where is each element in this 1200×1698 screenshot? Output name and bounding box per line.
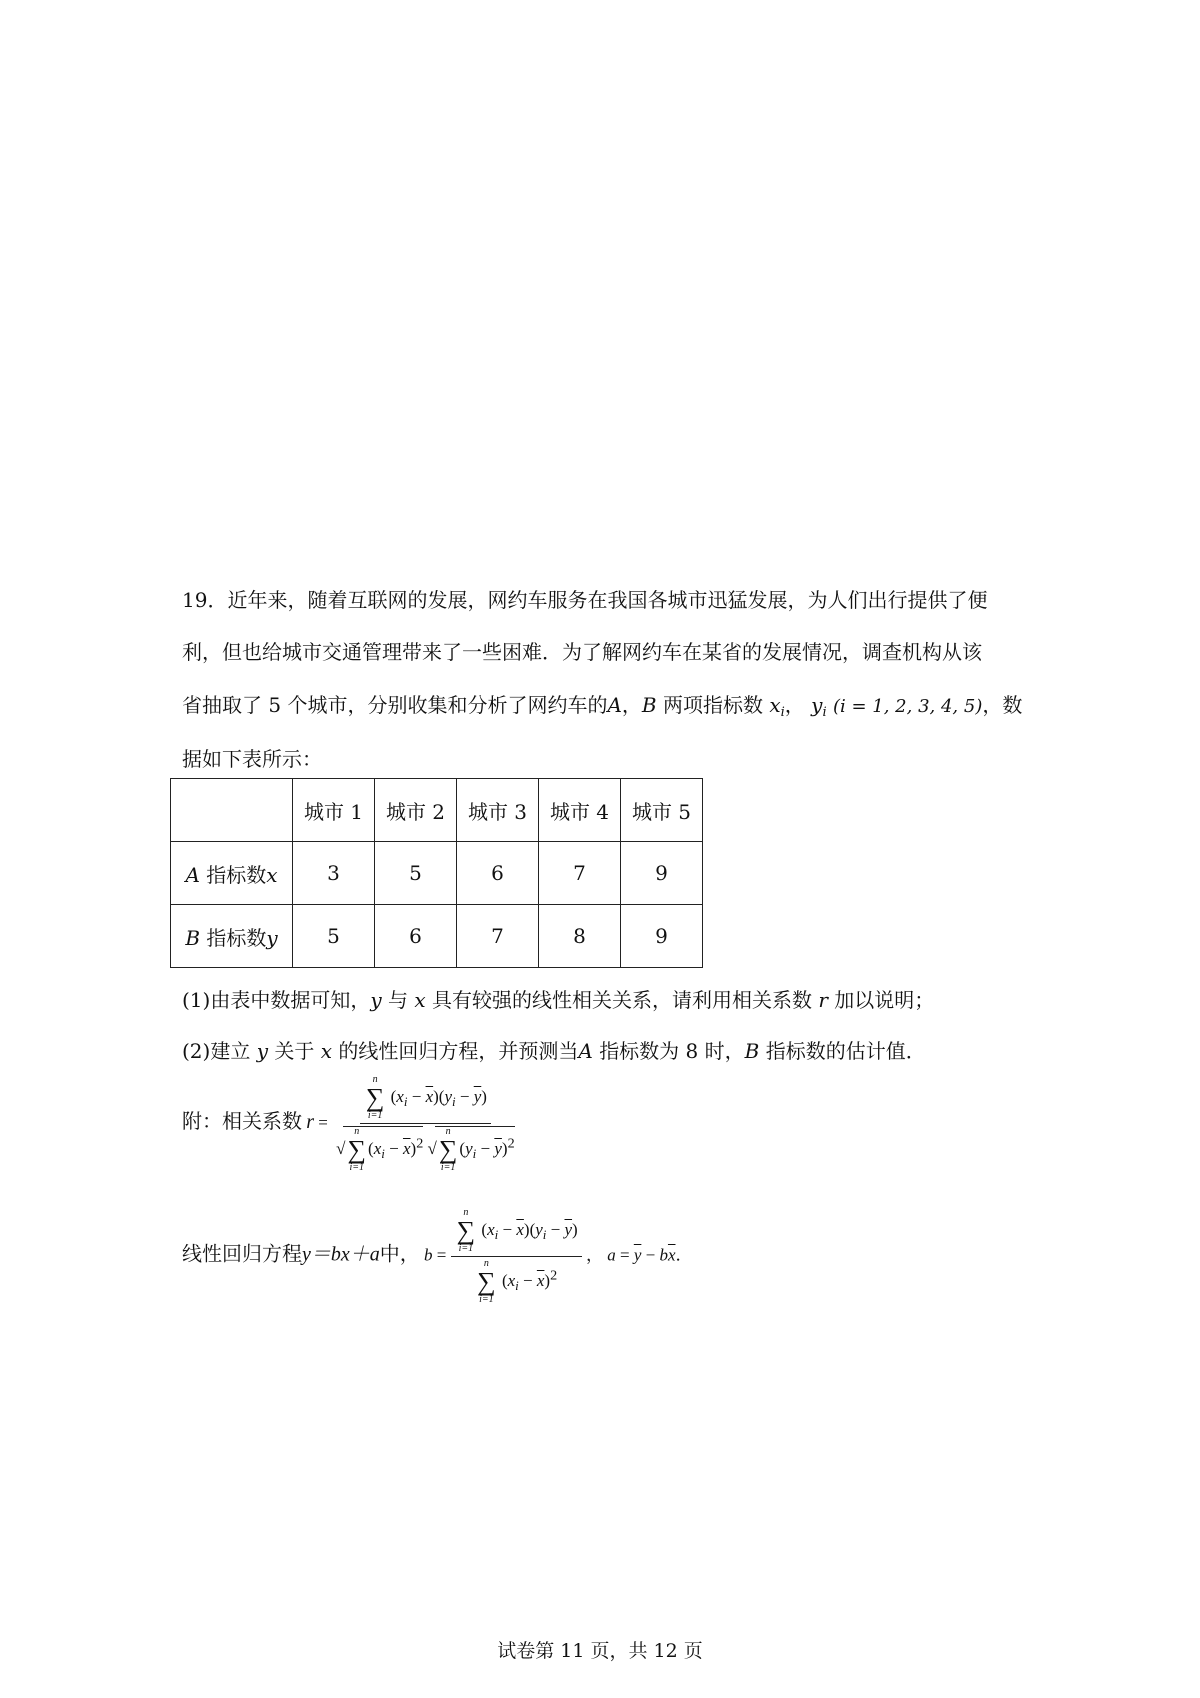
table-header-cell: 城市 5 (621, 779, 703, 842)
regression-fraction: n ∑ i=1 $(x_i - \overline{x})(y_i - \overline{y})$ n ∑ i=1 $(x_i - \overline{x})^2$ (451, 1208, 582, 1305)
question-line-4: 据如下表所示： (182, 747, 322, 771)
row-label: B 指标数y (171, 905, 293, 968)
table-cell: 7 (457, 905, 539, 968)
sigma-icon: n ∑ i=1 (456, 1207, 476, 1254)
table-cell: 9 (621, 842, 703, 905)
question-line-2: 利，但也给城市交通管理带来了一些困难．为了解网约车在某省的发展情况，调查机构从该 (182, 640, 982, 664)
question-line-1: 19．近年来，随着互联网的发展，网约车服务在我国各城市迅猛发展，为人们出行提供了便 (182, 588, 988, 612)
sigma-icon: n ∑ i=1 (477, 1258, 496, 1305)
table-cell: 5 (293, 905, 375, 968)
data-table (170, 778, 703, 968)
sigma-icon: n ∑ i=1 (438, 1126, 458, 1173)
correlation-formula: 附：相关系数 r = n ∑ i=1 $(x_i - \overline{x})(y_i - \overline{y})$ √ n ∑ i=1 $(x_i - \overline{x})^2$ √ n ∑ i=1 $(y_i - \overline{y})^2$ (182, 1075, 519, 1173)
page-footer: 试卷第 11 页，共 12 页 (497, 1640, 703, 1662)
part-2: (2)建立 y 关于 x 的线性回归方程，并预测当A 指标数为 8 时，B 指标数的估计值． (182, 1039, 926, 1063)
table-cell: 5 (375, 842, 457, 905)
question-line-3: 省抽取了 5 个城市，分别收集和分析了网约车的A，B 两项指标数 $x_i$， $y_i$ (i = 1, 2, 3, 4, 5)，数 (182, 693, 1023, 720)
table-header-cell: 城市 2 (375, 779, 457, 842)
sigma-icon: n ∑ i=1 (347, 1126, 367, 1173)
table-header-cell: 城市 4 (539, 779, 621, 842)
part-1: (1)由表中数据可知，y 与 x 具有较强的线性相关关系，请利用相关系数 r 加以说明； (182, 988, 935, 1012)
table-cell: 9 (621, 905, 703, 968)
table-row (171, 842, 703, 905)
table-cell: 6 (457, 842, 539, 905)
row-label: A 指标数x (171, 842, 293, 905)
question-number: 19． (182, 588, 228, 612)
table-header-row (171, 779, 703, 842)
table-cell: 3 (293, 842, 375, 905)
correlation-fraction: n ∑ i=1 $(x_i - \overline{x})(y_i - \overline{y})$ √ n ∑ i=1 $(x_i - \overline{x})^2$ √ n ∑ i=1 $(y_i - \overline{y})^2$ (336, 1074, 515, 1173)
table-header-cell: 城市 3 (457, 779, 539, 842)
sigma-icon: n ∑ i=1 (365, 1074, 385, 1121)
table-cell: 7 (539, 842, 621, 905)
table-cell: 6 (375, 905, 457, 968)
table-cell: 8 (539, 905, 621, 968)
regression-formula: 线性回归方程y＝bx＋a中， b = n ∑ i=1 $(x_i - \overline{x})(y_i - \overline{y})$ n ∑ i=1 $(x_i - \overline{x})^2$ ， $a = \overline{y} - b\overline{x}$． (182, 1207, 693, 1305)
table-header-cell: 城市 1 (293, 779, 375, 842)
table-row (171, 905, 703, 968)
table-corner-cell (171, 779, 293, 842)
